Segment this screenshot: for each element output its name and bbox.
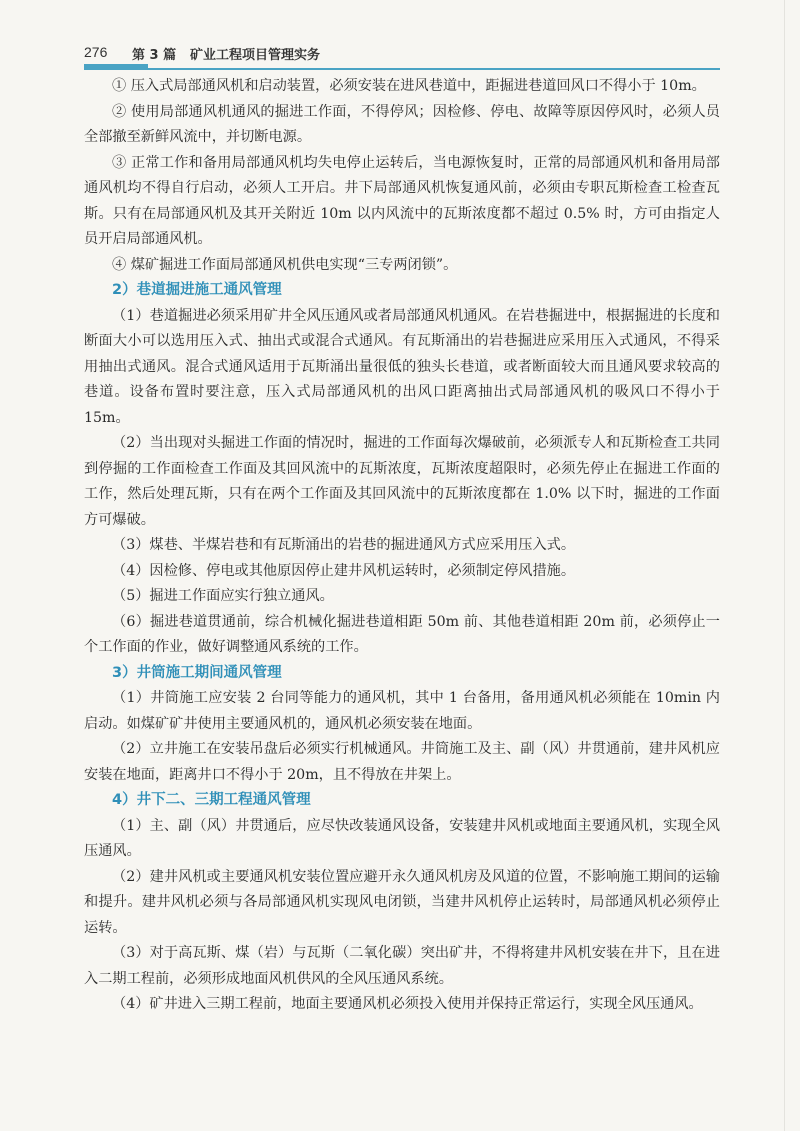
paragraph: （4）因检修、停电或其他原因停止建井风机运转时，必须制定停风措施。 bbox=[112, 562, 576, 579]
paragraph: （6）掘进巷道贯通前，综合机械化掘进巷道相距 50m 前、其他巷道相距 20m 前，必须停止一个工作面的作业，做好调整通风系统的工作。 bbox=[84, 613, 720, 655]
paragraph: （2）建井风机或主要通风机安装位置应避开永久通风机房及风道的位置，不影响施工期间的运输和提升。建井风机必须与各局部通风机实现风电闭锁，当建井风机停止运转时，局部通风机必须停止运转。 bbox=[84, 868, 720, 936]
section-heading-2: 2）巷道掘进施工通风管理 bbox=[112, 282, 282, 298]
paragraph: ③ 正常工作和备用局部通风机均失电停止运转后，当电源恢复时，正常的局部通风机和备用局部通风机均不得自行启动，必须人工开启。井下局部通风机恢复通风前，必须由专职瓦斯检查工检查瓦斯。只有在局部通风机及其开关附近 10m 以内风流中的瓦斯浓度都不超过 0.5% 时，方可由指定人员开启局部通风机。 bbox=[84, 154, 720, 247]
paragraph: （3）煤巷、半煤岩巷和有瓦斯涌出的岩巷的掘进通风方式应采用压入式。 bbox=[112, 537, 576, 553]
paragraph: （1）巷道掘进必须采用矿井全风压通风或者局部通风机通风。在岩巷掘进中，根据掘进的长度和断面大小可以选用压入式、抽出式或混合式通风。有瓦斯涌出的岩巷掘进应采用压入式通风，不得采用抽出式通风。混合式通风适用于瓦斯涌出量很低的独头长巷道，或者断面较大而且通风要求较高的巷道。设备布置时要注意，压入式局部通风机的出风口距离抽出式局部通风机的吸风口不得小于 15m。 bbox=[84, 307, 720, 426]
paragraph: （2）当出现对头掘进工作面的情况时，掘进的工作面每次爆破前，必须派专人和瓦斯检查工共同到停掘的工作面检查工作面及其回风流中的瓦斯浓度，瓦斯浓度超限时，必须先停止在掘进工作面的工作，然后处理瓦斯，只有在两个工作面及其回风流中的瓦斯浓度都在 1.0% 以下时，掘进的工作面方可爆破。 bbox=[84, 435, 720, 528]
paragraph: （2）立井施工在安装吊盘后必须实行机械通风。井筒施工及主、副（风）井贯通前，建井风机应安装在地面，距离井口不得小于 20m，且不得放在井架上。 bbox=[84, 741, 720, 783]
paragraph: ② 使用局部通风机通风的掘进工作面，不得停风；因检修、停电、故障等原因停风时，必须人员全部撤至新鲜风流中，并切断电源。 bbox=[84, 103, 720, 145]
paragraph: ④ 煤矿掘进工作面局部通风机供电实现“三专两闭锁”。 bbox=[112, 256, 458, 273]
section-heading-4: 4）井下二、三期工程通风管理 bbox=[112, 792, 311, 808]
paragraph: （5）掘进工作面应实行独立通风。 bbox=[112, 588, 334, 604]
part-label: 第 3 篇 bbox=[132, 48, 177, 63]
page-header bbox=[0, 0, 800, 72]
page-number: 276 bbox=[84, 44, 108, 60]
paragraph: ① 压入式局部通风机和启动装置，必须安装在进风巷道中，距掘进巷道回风口不得小于 10m。 bbox=[112, 78, 706, 94]
page-edge-shadow bbox=[784, 0, 785, 1131]
paragraph: （1）主、副（风）井贯通后，应尽快改装通风设备，安装建井风机或地面主要通风机，实现全风压通风。 bbox=[84, 817, 720, 859]
paragraph: （3）对于高瓦斯、煤（岩）与瓦斯（二氧化碳）突出矿井，不得将建井风机安装在井下，且在进入二期工程前，必须形成地面风机供风的全风压通风系统。 bbox=[84, 945, 720, 987]
header-rule bbox=[84, 68, 720, 70]
book-title: 矿业工程项目管理实务 bbox=[190, 48, 321, 63]
page-body bbox=[84, 74, 720, 1018]
paragraph: （1）井筒施工应安装 2 台同等能力的通风机，其中 1 台备用，备用通风机必须能在 10min 内启动。如煤矿矿井使用主要通风机的，通风机必须安装在地面。 bbox=[84, 690, 720, 732]
paragraph: （4）矿井进入三期工程前，地面主要通风机必须投入使用并保持正常运行，实现全风压通风。 bbox=[112, 996, 703, 1012]
section-heading-3: 3）井筒施工期间通风管理 bbox=[112, 664, 282, 681]
